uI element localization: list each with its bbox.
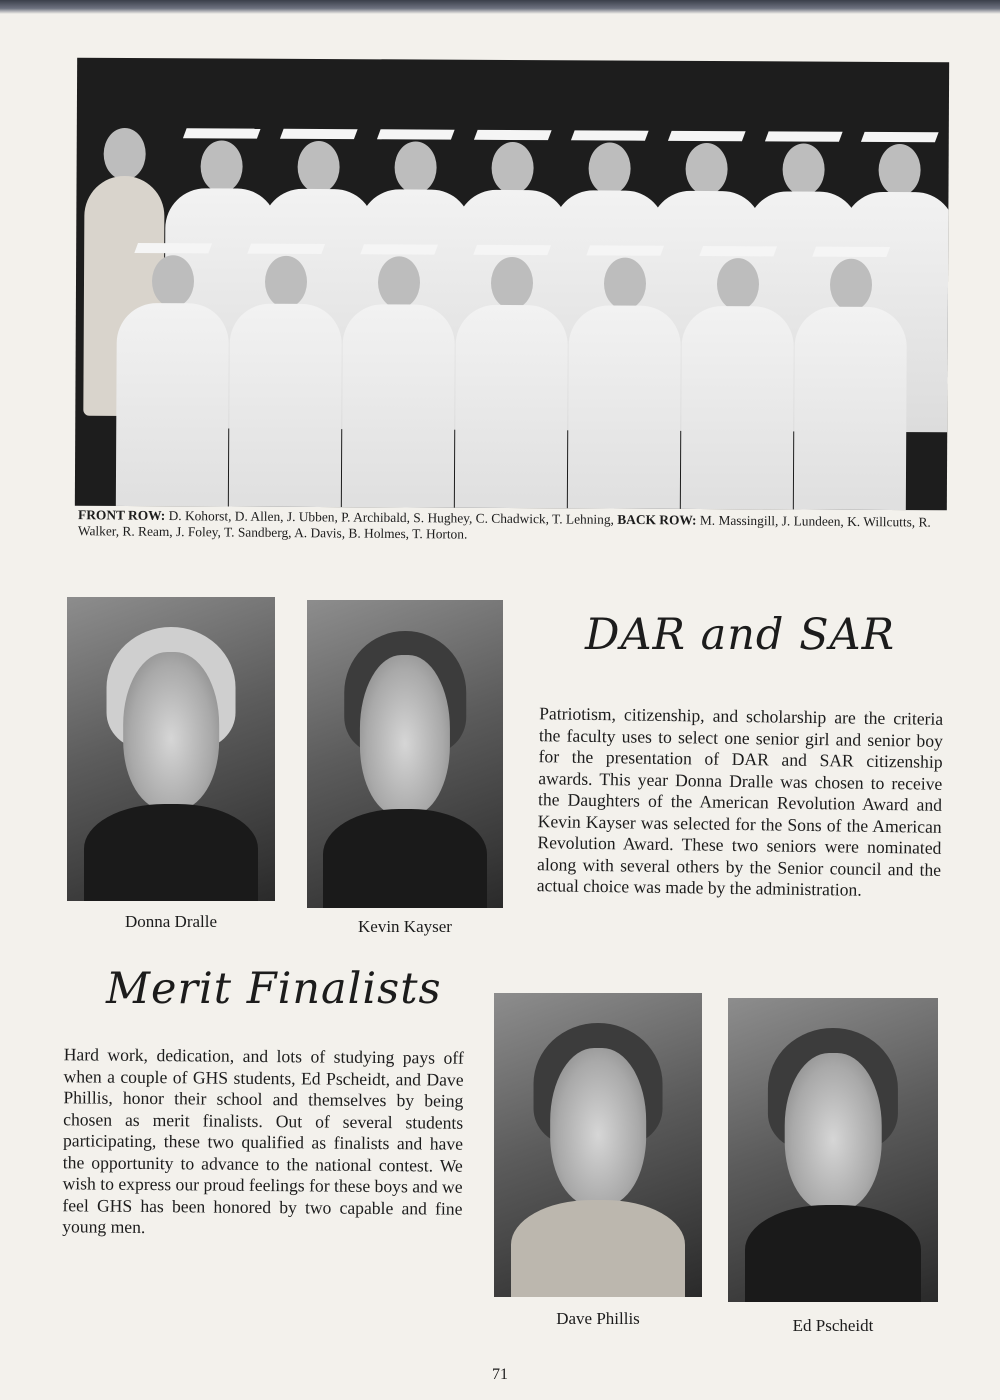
dar-sar-body: Patriotism, citizenship, and scholarship are the criteria the faculty uses to select one senior girl and senior boy for the presentation of DAR and SAR citizenship awards. This year Donna Dralle was chosen to receive the Daughters of the American Revolution Award and Kevin Kayser was selected for the Sons of the American Revolution Award. These two seniors were nominated along with several others by the Senior council and the actual choice was made by the administration. (536, 703, 944, 900)
graduate-figure (239, 244, 331, 511)
graduate-figure (579, 245, 671, 510)
page-number: 71 (492, 1366, 508, 1383)
front-row-figures (75, 243, 948, 511)
caption-kevin-kayser: Kevin Kayser (358, 917, 452, 936)
graduate-figure (805, 247, 897, 511)
front-row-names: D. Kohorst, D. Allen, J. Ubben, P. Archibald, S. Hughey, C. Chadwick, T. Lehning, (168, 507, 614, 527)
front-row-label: FRONT ROW: (78, 507, 166, 523)
merit-heading: Merit Finalists (106, 964, 442, 1014)
portrait-kevin-kayser (307, 600, 503, 908)
portrait-ed-pscheidt (728, 998, 938, 1302)
graduate-figure (692, 246, 784, 510)
group-photo-caption (78, 507, 952, 547)
group-photo (75, 58, 949, 511)
dar-sar-heading: DAR and SAR (585, 610, 895, 660)
back-row-names: M. Massingill, J. Lundeen, K. Willcutts, R. Walker, R. Ream, J. Foley, T. Sandberg, A. Davis, B. Holmes, T. Horton. (77, 512, 931, 542)
back-row-label: BACK ROW: (617, 511, 697, 528)
portrait-dave-phillis (494, 993, 702, 1297)
caption-dave-phillis: Dave Phillis (556, 1309, 640, 1328)
graduate-figure (466, 245, 558, 511)
portrait-donna-dralle (67, 597, 275, 901)
merit-body: Hard work, dedication, and lots of studying pays off when a couple of GHS students, Ed Pscheidt, and Dave Phillis, honor their school and themselves by being chosen as merit finalists. Out of several students participating, these two qualified as finalists and have the opportunity to advance to the national contest. We wish to express our proud feelings for these boys and we feel GHS has been honored by two capable and fine young men. (62, 1044, 464, 1237)
graduate-figure (126, 243, 218, 510)
graduate-figure (352, 244, 444, 510)
page-top-edge (0, 0, 1000, 14)
caption-ed-pscheidt: Ed Pscheidt (792, 1316, 874, 1335)
caption-donna-dralle: Donna Dralle (124, 912, 218, 931)
